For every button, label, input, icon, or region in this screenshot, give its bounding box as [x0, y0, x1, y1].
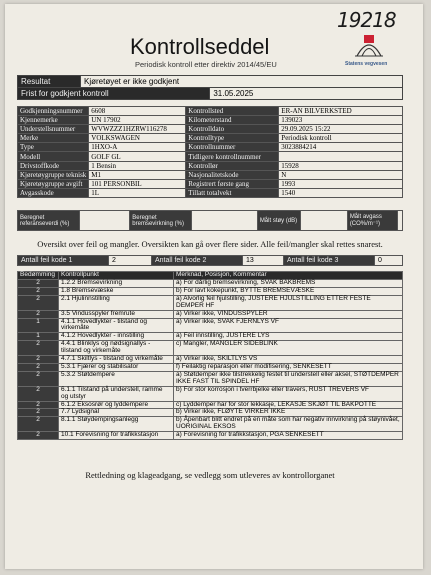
document-subtitle: Periodisk kontroll etter direktiv 2014/45/EU [135, 60, 277, 69]
brake-effect-label: Beregnet bremsevirkning (%) [130, 211, 192, 231]
info-label: Kontrolltype [186, 134, 279, 143]
info-row [18, 125, 403, 134]
count-code1-value: 2 [109, 256, 152, 266]
info-value: M1 [89, 170, 186, 179]
info-value: 139023 [279, 116, 403, 125]
handwritten-number: 19218 [337, 8, 396, 32]
fault-counts-table [17, 255, 403, 266]
fault-checkpoint: 3.5 Vindusspyler fremrute [59, 310, 174, 318]
fault-severity: 2 [18, 341, 59, 356]
count-code2-label: Antall feil kode 2 [152, 256, 243, 266]
info-label: Type [18, 143, 89, 152]
fault-remark: f) Feilaktig reparasjon eller modifisering, SENKESETT [174, 363, 403, 371]
statens-vegvesen-logo-icon [349, 32, 389, 58]
info-label: Nasjonalitetskode [186, 170, 279, 179]
deadline-label: Frist for godkjent kontroll [18, 88, 210, 100]
overview-text: Oversikt over feil og mangler. Oversikten kan gå over flere sider. Alle feil/mangler skal rettes snarest. [37, 239, 383, 249]
info-label: Registrert første gang [186, 179, 279, 188]
guidance-footer: Rettledning og klageadgang, se vedlegg som utleveres av kontrollorganet [85, 470, 335, 480]
fault-checkpoint: 6.1.2 Eksosrør og lyddempere [59, 401, 174, 409]
info-label: Kjøretøygruppe avgift [18, 179, 89, 188]
info-row [18, 188, 403, 197]
fault-row [18, 386, 403, 401]
fault-checkpoint: 8.1.1 Støydempingsanlegg [59, 417, 174, 432]
fault-row [18, 432, 403, 440]
fault-severity: 2 [18, 363, 59, 371]
deadline-value: 31.05.2025 [210, 88, 403, 100]
fault-remark: c) Lyddemper har for stor lekkasje, LEKASJE SKJØT TIL BAKPOTTE [174, 401, 403, 409]
info-label: Kjøretøygruppe teknisk [18, 170, 89, 179]
fault-severity: 2 [18, 417, 59, 432]
info-row [18, 152, 403, 161]
info-value: VOLKSWAGEN [89, 134, 186, 143]
info-value: GOLF GL [89, 152, 186, 161]
fault-checkpoint: 2.1 Hjulinnstilling [59, 295, 174, 310]
count-code1-label: Antall feil kode 1 [18, 256, 109, 266]
noise-label: Målt støy (dB) [257, 211, 300, 231]
info-value: 1993 [279, 179, 403, 188]
fault-severity: 2 [18, 287, 59, 295]
info-label: Kontrollnummer [186, 143, 279, 152]
info-row [18, 170, 403, 179]
result-table [17, 75, 403, 100]
exhaust-value [398, 211, 403, 231]
fault-severity: 2 [18, 386, 59, 401]
fault-row [18, 295, 403, 310]
fault-checkpoint: 5.3.2 Støtdempere [59, 371, 174, 386]
fault-severity: 2 [18, 295, 59, 310]
fault-remark: b) For stor korrosjon i tverrbjelke eller travers, RUST TREVERS VF [174, 386, 403, 401]
fault-remark: a) Alvorlig feil hjulstilling, JUSTERE HJULSTILLING ETTER FESTE DEMPER HF [174, 295, 403, 310]
info-row [18, 143, 403, 152]
exhaust-label: Målt avgass (CO%/m⁻¹) [347, 211, 397, 231]
fault-checkpoint: 4.1.1 Hovedlykter - tilstand og virkemåte [59, 318, 174, 333]
info-label: Drivstoffkode [18, 161, 89, 170]
info-row [18, 116, 403, 125]
fault-severity: 2 [18, 432, 59, 440]
fault-checkpoint: 1.8 Bremsevæske [59, 287, 174, 295]
info-row [18, 161, 403, 170]
vehicle-info-table [17, 106, 403, 198]
info-value: WVWZZZ1HZRW116278 [89, 125, 186, 134]
fault-remark: b) Virker ikke, FLØYTE VIRKER IKKE [174, 409, 403, 417]
info-value [279, 152, 403, 161]
info-value: 101 PERSONBIL [89, 179, 186, 188]
fault-checkpoint: 4.7.1 Skiltlys - tilstand og virkemåte [59, 356, 174, 364]
info-value: ER-AN BILVERKSTED [279, 107, 403, 116]
reference-value-label: Beregnet referanseverdi (%) [18, 211, 80, 231]
fault-remark: a) For dårlig bremsevirkning, SVAK BAKBREMS [174, 280, 403, 288]
fault-checkpoint: 7.7 Lydsignal [59, 409, 174, 417]
fault-severity: 1 [18, 333, 59, 341]
info-label: Merke [18, 134, 89, 143]
info-row [18, 107, 403, 116]
info-value: 1 Bensin [89, 161, 186, 170]
info-label: Godkjenningsnummer [18, 107, 89, 116]
info-value: Periodisk kontroll [279, 134, 403, 143]
info-row [18, 179, 403, 188]
severity-header: Bedømming [18, 272, 59, 280]
fault-remark: c) Mangler, MANGLER SIDEBLINK [174, 341, 403, 356]
fault-checkpoint: 4.1.2 Hovedlykter - innstilling [59, 333, 174, 341]
fault-row [18, 371, 403, 386]
info-label: Kontrolldato [186, 125, 279, 134]
fault-row [18, 341, 403, 356]
info-label: Kontrollsted [186, 107, 279, 116]
fault-remark: a) Virker ikke, SVAK FJERNLYS VF [174, 318, 403, 333]
fault-severity: 2 [18, 409, 59, 417]
result-label: Resultat [18, 76, 81, 88]
info-value: N [279, 170, 403, 179]
fault-row [18, 318, 403, 333]
result-value: Kjøretøyet er ikke godkjent [81, 76, 403, 88]
fault-remark: a) Støtdemper ikke tilstrekkelig festet til understell eller aksel, STØTDEMPER IKKE FAST TIL SPINDEL HF [174, 371, 403, 386]
fault-checkpoint: 5.3.1 Fjærer og stabilisator [59, 363, 174, 371]
fault-severity: 2 [18, 401, 59, 409]
info-value: 3023884214 [279, 143, 403, 152]
count-code3-label: Antall feil kode 3 [284, 256, 375, 266]
info-label: Tillatt totalvekt [186, 188, 279, 197]
fault-row [18, 310, 403, 318]
info-label: Avgasskode [18, 188, 89, 197]
info-label: Tidligere kontrollnummer [186, 152, 279, 161]
count-code3-value: 0 [375, 256, 403, 266]
fault-severity: 1 [18, 318, 59, 333]
info-value: 1L [89, 188, 186, 197]
count-code2-value: 13 [243, 256, 284, 266]
info-value: UN 17902 [89, 116, 186, 125]
fault-severity: 2 [18, 310, 59, 318]
info-value: 1540 [279, 188, 403, 197]
agency-name: Statens vegvesen [345, 61, 388, 67]
info-label: Modell [18, 152, 89, 161]
fault-severity: 2 [18, 371, 59, 386]
document-title: Kontrollseddel [130, 34, 270, 59]
inspection-sheet [5, 4, 423, 569]
info-value: 1HXO-A [89, 143, 186, 152]
fault-checkpoint: 1.2.2 Bremsevirkning [59, 280, 174, 288]
checkpoint-header: Kontrollpunkt [59, 272, 174, 280]
fault-remark: a) Virker ikke, VINDUSSPYLER [174, 310, 403, 318]
fault-remark: a) Virker ikke, SKILTLYS VS [174, 356, 403, 364]
info-label: Kontrollør [186, 161, 279, 170]
fault-remark: a) Forevisning for trafikkstasjon, PGA SENKESETT [174, 432, 403, 440]
info-value: 29.09.2025 15:22 [279, 125, 403, 134]
fault-checkpoint: 4.4.1 Blinklys og nødsignallys - tilstand og virkemåte [59, 341, 174, 356]
info-label: Understellsnummer [18, 125, 89, 134]
reference-value [79, 211, 129, 231]
info-row [18, 134, 403, 143]
info-value: 15928 [279, 161, 403, 170]
faults-table [17, 271, 403, 440]
info-label: Kilometerstand [186, 116, 279, 125]
fault-severity: 2 [18, 280, 59, 288]
measurements-table [17, 210, 403, 231]
brake-effect-value [192, 211, 257, 231]
fault-checkpoint: 10.1 Forevisning for trafikkstasjon [59, 432, 174, 440]
info-value: 6608 [89, 107, 186, 116]
fault-row [18, 417, 403, 432]
remark-header: Merknad, Posisjon, Kommentar [174, 272, 403, 280]
fault-remark: a) Feil innstilling, JUSTERE LYS [174, 333, 403, 341]
fault-remark: b) For lavt kokepunkt, BYTTE BREMSEVÆSKE [174, 287, 403, 295]
fault-remark: b) Åpenbart blitt endret på en måte som har negativ innvirkning på støynivået, UORIGINAL EKSOS [174, 417, 403, 432]
fault-checkpoint: 6.1.1 Tilstand på understell, ramme og utstyr [59, 386, 174, 401]
fault-severity: 2 [18, 356, 59, 364]
noise-value [301, 211, 348, 231]
info-label: Kjennemerke [18, 116, 89, 125]
